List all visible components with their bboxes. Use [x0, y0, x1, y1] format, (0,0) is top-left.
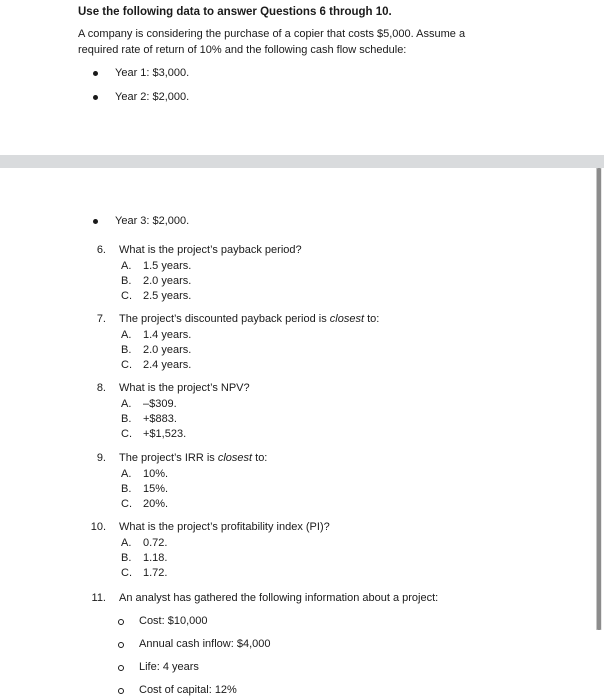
option-letter: B.: [121, 413, 132, 425]
option-text: 1.4 years.: [143, 329, 192, 341]
question-number: 6.: [96, 244, 106, 256]
option-text: 10%.: [143, 468, 169, 480]
annual-cash-inflow: Annual cash inflow: $4,000: [139, 638, 271, 650]
question-8-text: What is the project’s NPV?: [119, 382, 250, 394]
option-letter: C.: [121, 567, 132, 579]
option-letter: B.: [121, 483, 132, 495]
scrollbar-thumb[interactable]: [597, 168, 601, 630]
option-text: 1.5 years.: [143, 260, 192, 272]
option-text: 1.72.: [143, 567, 168, 579]
hollow-bullet-icon: [118, 642, 124, 648]
option-letter: A.: [121, 468, 132, 480]
option-letter: A.: [121, 537, 132, 549]
cash-flow-year-2: Year 2: $2,000.: [115, 91, 190, 103]
project-life: Life: 4 years: [139, 661, 199, 673]
option-text: 2.4 years.: [143, 359, 192, 371]
hollow-bullet-icon: [118, 688, 124, 694]
intro-paragraph: A company is considering the purchase of a copier that costs $5,000. Assume a required rate of return of 10% and the following cash flow schedule:: [78, 28, 466, 56]
option-letter: C.: [121, 428, 132, 440]
option-letter: A.: [121, 260, 132, 272]
option-text: 2.5 years.: [143, 290, 192, 302]
question-number: 8.: [96, 382, 106, 394]
question-number: 7.: [96, 313, 106, 325]
option-letter: C.: [121, 290, 132, 302]
option-text: +$1,523.: [143, 428, 187, 440]
question-number: 11.: [91, 592, 106, 604]
bullet-icon: [93, 219, 98, 224]
question-11-text: An analyst has gathered the following information about a project:: [119, 592, 439, 604]
option-text: 0.72.: [143, 537, 168, 549]
option-letter: C.: [121, 498, 132, 510]
bullet-icon: [93, 71, 98, 76]
cash-flow-year-1: Year 1: $3,000.: [115, 67, 190, 79]
option-letter: B.: [121, 552, 132, 564]
question-number: 10.: [90, 521, 106, 533]
cost-of-capital: Cost of capital: 12%: [139, 684, 237, 696]
hollow-bullet-icon: [118, 619, 124, 625]
question-number: 9.: [96, 452, 106, 464]
option-text: –$309.: [143, 398, 177, 410]
question-6-text: What is the project’s payback period?: [119, 244, 302, 256]
bullet-icon: [93, 95, 98, 100]
option-letter: B.: [121, 275, 132, 287]
question-10-text: What is the project’s profitability index (PI)?: [119, 521, 330, 533]
option-letter: A.: [121, 329, 132, 341]
page-divider: [0, 155, 604, 168]
option-text: 2.0 years.: [143, 275, 192, 287]
hollow-bullet-icon: [118, 665, 124, 671]
question-7-text: The project’s discounted payback period is closest to:: [119, 313, 380, 325]
option-text: 20%.: [143, 498, 169, 510]
option-text: 1.18.: [143, 552, 168, 564]
option-text: +$883.: [143, 413, 177, 425]
option-text: 2.0 years.: [143, 344, 192, 356]
section-heading: Use the following data to answer Questions 6 through 10.: [78, 6, 392, 18]
question-9-text: The project’s IRR is closest to:: [119, 452, 268, 464]
option-letter: B.: [121, 344, 132, 356]
option-letter: C.: [121, 359, 132, 371]
project-cost: Cost: $10,000: [139, 615, 208, 627]
option-letter: A.: [121, 398, 132, 410]
cash-flow-year-3: Year 3: $2,000.: [115, 215, 190, 227]
option-text: 15%.: [143, 483, 169, 495]
